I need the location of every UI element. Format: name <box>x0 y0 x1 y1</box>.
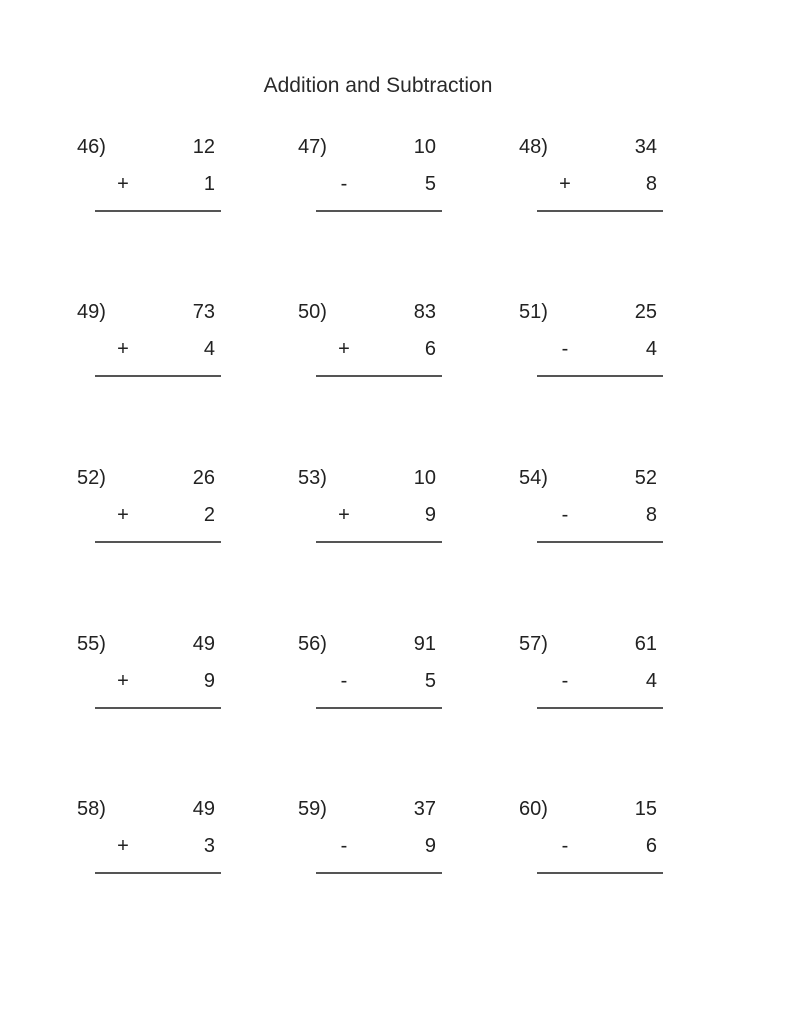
problem-55 <box>77 631 227 721</box>
bottom-operand: 6 <box>645 835 657 857</box>
problem-number: 47) <box>298 136 327 158</box>
bottom-operand: 9 <box>424 504 436 526</box>
operator: - <box>561 338 569 360</box>
top-operand: 49 <box>192 798 215 820</box>
top-operand: 49 <box>192 633 215 655</box>
operator: + <box>117 835 129 857</box>
answer-line <box>95 872 221 874</box>
problem-number: 51) <box>519 301 548 323</box>
problem-48 <box>519 134 669 224</box>
problem-50 <box>298 299 448 389</box>
bottom-operand: 9 <box>424 835 436 857</box>
top-operand: 52 <box>634 467 657 489</box>
answer-line <box>95 541 221 543</box>
problem-number: 57) <box>519 633 548 655</box>
problem-number: 55) <box>77 633 106 655</box>
top-operand: 61 <box>634 633 657 655</box>
problem-number: 50) <box>298 301 327 323</box>
problem-58 <box>77 796 227 886</box>
operator: - <box>340 670 348 692</box>
bottom-operand: 2 <box>203 504 215 526</box>
answer-line <box>316 541 442 543</box>
bottom-operand: 4 <box>645 338 657 360</box>
top-operand: 25 <box>634 301 657 323</box>
problem-53 <box>298 465 448 555</box>
operator: - <box>561 504 569 526</box>
problem-60 <box>519 796 669 886</box>
answer-line <box>95 375 221 377</box>
bottom-operand: 8 <box>645 504 657 526</box>
top-operand: 37 <box>413 798 436 820</box>
answer-line <box>537 541 663 543</box>
bottom-operand: 1 <box>203 173 215 195</box>
operator: + <box>559 173 571 195</box>
operator: - <box>561 670 569 692</box>
answer-line <box>537 210 663 212</box>
bottom-operand: 4 <box>645 670 657 692</box>
operator: + <box>338 338 350 360</box>
problem-number: 53) <box>298 467 327 489</box>
problem-number: 46) <box>77 136 106 158</box>
problem-number: 54) <box>519 467 548 489</box>
operator: + <box>117 670 129 692</box>
problem-46 <box>77 134 227 224</box>
answer-line <box>316 210 442 212</box>
answer-line <box>537 872 663 874</box>
problem-56 <box>298 631 448 721</box>
top-operand: 34 <box>634 136 657 158</box>
operator: - <box>340 835 348 857</box>
bottom-operand: 6 <box>424 338 436 360</box>
problem-number: 49) <box>77 301 106 323</box>
bottom-operand: 8 <box>645 173 657 195</box>
answer-line <box>316 375 442 377</box>
top-operand: 91 <box>413 633 436 655</box>
answer-line <box>95 210 221 212</box>
problem-number: 48) <box>519 136 548 158</box>
bottom-operand: 5 <box>424 173 436 195</box>
top-operand: 10 <box>413 467 436 489</box>
top-operand: 26 <box>192 467 215 489</box>
operator: + <box>338 504 350 526</box>
problem-number: 56) <box>298 633 327 655</box>
bottom-operand: 4 <box>203 338 215 360</box>
answer-line <box>316 872 442 874</box>
operator: - <box>561 835 569 857</box>
problem-49 <box>77 299 227 389</box>
top-operand: 10 <box>413 136 436 158</box>
top-operand: 12 <box>192 136 215 158</box>
top-operand: 15 <box>634 798 657 820</box>
bottom-operand: 3 <box>203 835 215 857</box>
problem-number: 60) <box>519 798 548 820</box>
operator: + <box>117 338 129 360</box>
problem-47 <box>298 134 448 224</box>
operator: + <box>117 504 129 526</box>
bottom-operand: 9 <box>203 670 215 692</box>
answer-line <box>537 375 663 377</box>
top-operand: 73 <box>192 301 215 323</box>
problem-57 <box>519 631 669 721</box>
answer-line <box>316 707 442 709</box>
problem-number: 59) <box>298 798 327 820</box>
answer-line <box>537 707 663 709</box>
problem-51 <box>519 299 669 389</box>
answer-line <box>95 707 221 709</box>
top-operand: 83 <box>413 301 436 323</box>
operator: - <box>340 173 348 195</box>
bottom-operand: 5 <box>424 670 436 692</box>
problem-52 <box>77 465 227 555</box>
problem-number: 58) <box>77 798 106 820</box>
problem-54 <box>519 465 669 555</box>
problem-59 <box>298 796 448 886</box>
worksheet-title: Addition and Subtraction <box>263 74 493 97</box>
problem-number: 52) <box>77 467 106 489</box>
operator: + <box>117 173 129 195</box>
